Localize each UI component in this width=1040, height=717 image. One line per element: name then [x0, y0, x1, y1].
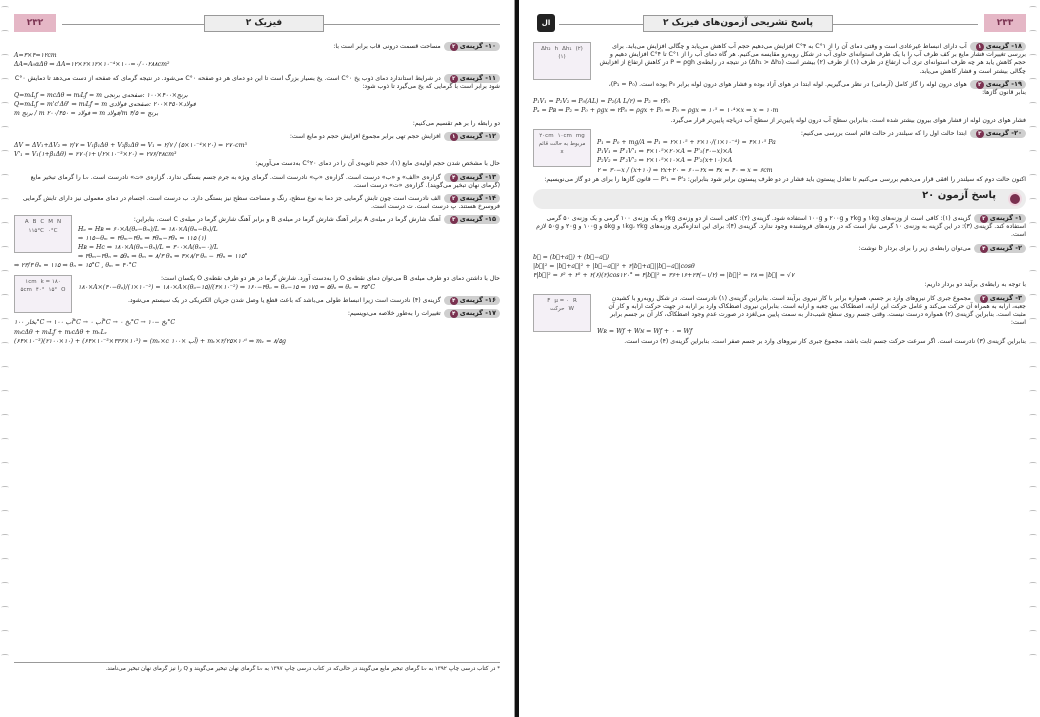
answer-text — [14, 173, 500, 190]
answer-text — [533, 129, 1026, 138]
equation: ۱۸۰×A×(۴۰−θₒ)/(۱×۱۰⁻²) = ۱۸۰×A×(θₒ−۱۵)/(۴×۱۰⁻²) ⇒ ۱۶۰−۴θₒ = θₒ−۱۵ ⇒ ۱۷۵ = ۵θₒ ⇒ θₒ = ۳۵°C — [78, 283, 376, 291]
figure-label: Δh₂ — [541, 46, 551, 52]
question-label: ۳- گزینه‌ی — [989, 293, 1022, 302]
question-tag — [974, 294, 1026, 303]
right-page — [519, 0, 1040, 717]
publisher-logo: ال — [537, 14, 555, 32]
explanation-tail: اکنون حالت دوم که سیلندر را افقی قرار می‌دهیم بررسی می‌کنیم تا تعادل پیستون باید فشار در دو طرف پیستون برابر شود بنابراین: P'₁ = P'₂ — قانون گازها را برای هر دو گاز می‌نویسیم: — [544, 175, 1026, 183]
figure-diagram — [533, 294, 591, 332]
page-number: ۲۳۲ — [14, 14, 56, 32]
section-circle-icon — [1008, 192, 1022, 206]
explanation-tail: دو رابطه را بر هم تقسیم می‌کنیم: — [412, 119, 500, 127]
answer-block — [14, 215, 500, 270]
answer-block — [533, 42, 1026, 76]
question-label: ۱۴- گزینه‌ی — [459, 194, 496, 203]
answer-block — [14, 296, 500, 305]
figure-label: مربوط به حالت قائم — [538, 141, 586, 148]
option-circle: ۲ — [450, 75, 458, 83]
equation: b⃗ = (b⃗+a⃗) + (b⃗−a⃗) — [533, 253, 610, 261]
figure-label: (۲) — [575, 46, 583, 52]
explanation-tail: حال با مشخص شدن حجم اولیه‌ی مایع (۱)، حجم ثانویه‌ی آن را در دمای ۲۰°C به‌دست می‌آوریم: — [255, 160, 500, 168]
explanation: هوای درون لوله را گاز کامل (آرمانی) در نظر می‌گیریم. لوله ابتدا در هوای آزاد بوده و فشار هوای درون لوله برابر P₀ بوده است. (P₁ = P₀)، بنابر قانون گازها: — [608, 80, 1026, 97]
figure-label: h — [554, 46, 559, 52]
explanation-tail: با توجه به رابطه‌ی برآیند دو بردار داریم: — [924, 281, 1026, 289]
answer-text — [533, 294, 1026, 328]
section-banner — [533, 189, 1026, 209]
equation: ΔA=A₀αΔθ ⇒ ΔA=۱۲×۲×۱۲×۱۰⁻⁴×۱۰۰=۰/۰۰۲۸۸cm² — [14, 61, 170, 69]
explanation: افزایش حجم تهی برابر مجموع افزایش حجم دو مایع است: — [289, 132, 441, 140]
option-circle: ۳ — [450, 216, 458, 224]
figure-label: (۱) — [558, 54, 566, 61]
option-circle: ۱ — [450, 133, 458, 141]
option-circle: ۲ — [980, 215, 988, 223]
equation: ۲ = ۳۰−x / (x+۱۰) ⇒ ۲x+۲۰ = ۶۰−۲x ⇒ ۴x = ۴۰ ⇒ x = ۶cm — [597, 166, 773, 174]
explanation: ابتدا حالت اول را که سیلندر در حالت قائم است بررسی می‌کنیم: — [800, 129, 967, 137]
equation: ⇒ ۲۳/۳ θₙ = ۱۱۵ ⇒ θₙ = ۱۵°C , θₘ = ۴۰°C — [14, 262, 137, 270]
explanation-tail: بنابراین گزینه‌ی (۳) نادرست است. اگر سرعت حرکت جسم ثابت باشد، مجموع جبری کار نیروهای وارد بر جسم صفر است. بنابراین گزینه‌ی (۴) درست است. — [624, 337, 1026, 345]
spiral-binding — [1, 6, 11, 711]
option-circle: ۱ — [976, 43, 984, 51]
explanation: گزاره‌ی «الف» و «ب» درست است. گزاره‌ی «پ» نادرست است. گرمای ویژه به جرم جسم بستگی ندارد. گزاره‌ی «ت» نادرست است. Lᵥ را گرمای تبخیر مایع (گرمای نهان تبخیر می‌گویند). گزاره‌ی «ت» درست است. — [30, 173, 500, 189]
question-label: ۲۰- گزینه‌ی — [985, 128, 1022, 137]
question-tag — [974, 244, 1026, 253]
question-label: ۱۸- گزینه‌ی — [985, 42, 1022, 50]
figure-label: ۵cm — [20, 286, 32, 293]
figure-label: W — [568, 305, 574, 312]
figure-label: ۴۰° — [35, 286, 45, 293]
figure-label: A — [24, 219, 29, 226]
answers-column — [533, 42, 1026, 711]
running-title: فیزیک ۲ — [204, 15, 324, 32]
option-circle: ۴ — [980, 245, 988, 253]
explanation: مجموع جبری کار نیروهای وارد بر جسم، همواره برابر با کار نیروی برآیند است. بنابراین گزینه‌ی (۱) نادرست است. در شکل روبه‌رو با کشیدن جعبه، ارابه به همراه آن حرکت می‌کند و عامل حرکت این ارابه، اصطکاک بین جعبه و ارابه است. بنابراین نیروی اصطکاک وارد بر ارابه در جهت حرکت ارابه و کار آن مثبت است. بنابراین گزینه‌ی (۲) همواره درست نیست. وقتی جسم روی سطح شیب‌دار به سمت پایین می‌لغزد در صورت عدم وجود اصطکاک، کار آن بر جسم برابر است: — [608, 294, 1026, 327]
left-page — [0, 0, 515, 717]
figure-label: ۰°C — [47, 227, 58, 234]
question-tag — [444, 194, 500, 203]
answer-block — [14, 275, 500, 292]
explanation: گزینه‌ی (۴) نادرست است زیرا انبساط طولی می‌باشد که باعث قطع یا وصل شدن جریان الکتریکی در یک سیستم می‌شود. — [127, 297, 441, 305]
figure-label: k = ۱۸۰ — [40, 278, 61, 285]
figure-label: M — [48, 219, 53, 226]
figure-diagram — [533, 129, 591, 167]
answer-block — [14, 132, 500, 169]
equation: Q=mᵢLƒ = m'c'Δθ' ⇒ mᵢLƒ = m فولاد×۴۵۰×۲۰۰ :صفحه‌ی فولادی — [14, 101, 196, 109]
option-circle: ۲ — [450, 43, 458, 51]
answer-text — [14, 275, 500, 283]
option-circle: ۴ — [450, 297, 458, 305]
figure-label: N — [57, 219, 62, 226]
option-circle: ۲ — [980, 295, 988, 303]
equation: ⇒ ۳θₘ−۳θₙ = ۵θₙ ⇒ θₘ = ۸/۳ θₙ ⇒ ۴×۸/۳ θₙ − ۳θₙ = ۱۱۵° — [78, 253, 248, 261]
figure-label: ۱cm — [25, 278, 37, 285]
equation: Q=mᵢLƒ = mcΔθ ⇒ mᵢLƒ = m برنج×۴۰۰×۱۰۰ :صفحه‌ی برنجی — [14, 92, 188, 100]
figure-label: ۱۰cm — [557, 132, 572, 139]
running-title: پاسخ تشریحی آزمون‌های فیزیک ۲ — [643, 15, 833, 32]
answer-text — [533, 42, 1026, 76]
equation: P₁V₁ = P₂V₂ ⇒ P₀(AL) = P₂(A L/۲) ⇒ P₂ = ۲P₀ — [533, 98, 670, 106]
option-circle: ۲ — [976, 81, 984, 89]
answer-block — [533, 214, 1026, 240]
option-circle: ۳ — [976, 130, 984, 138]
question-tag — [444, 173, 500, 182]
figure-diagram — [14, 215, 72, 253]
figure-label: Δh₁ — [562, 46, 572, 52]
equation: (۶۴×۱۰⁻³)(۲۱۰۰×۱۰) + (۶۴×۱۰⁻³×۳۳۶×۱۰³) = (mᵥ×c آب ×۱۰۰) + mᵥ×۲/۲۵×۱۰⁶ ⇒ mᵥ = ۸/۵g — [14, 337, 287, 345]
figure-label: ۲۰cm — [539, 132, 554, 139]
figure-diagram — [14, 275, 72, 313]
question-label: ۱- گزینه‌ی — [989, 214, 1022, 223]
equation: ۴|b⃗|² = ۶² + ۲² + ۲(۶)(۲)cos۱۲۰° ⇒ ۴|b⃗|² = ۳۶+۱۶+۲۴(−۱/۲) ⇒ |b⃗|² = ۲۸ ⇒ |b⃗| = √۷ — [533, 272, 795, 280]
equation: A=۳×۴=۱۲cm — [14, 52, 57, 60]
question-tag — [444, 215, 500, 224]
answer-block — [533, 294, 1026, 346]
explanation: حال با داشتن دمای دو طرف میله‌ی B می‌توان دمای نقطه‌ی O را به‌دست آورد. شارش گرما در هر دو طرف نقطه‌ی O یکسان است: — [160, 274, 500, 282]
explanation: آهنگ شارش گرما در میله‌ی A برابر آهنگ شارش گرما در میله‌ی B و برابر آهنگ شارش گرما در میله‌ی C است، بنابراین: — [133, 216, 441, 224]
figure-label: C — [40, 219, 45, 226]
answer-text — [533, 244, 1026, 253]
section-title: پاسخ آزمون ۲۰ — [922, 190, 996, 202]
question-label: ۲- گزینه‌ی — [989, 243, 1022, 252]
explanation: گزینه‌ی (۱): کافی است از وزنه‌های ۱kg و ۲kg و ۲۰۰g و ۱۰۰g استفاده شود. گزینه‌ی (۲): کافی است از دو وزنه‌ی ۲kg و یک وزنه‌ی ۱۰۰ گرمی و یک وزنه‌ی ۵۰ گرمی استفاده کند. گزینه‌ی (۳): در این گزینه به وزنه‌ی ۱۰ گرمی نیاز است که در وزنه‌های فروشنده وجود ندارد. گزینه‌ی (۴): برای این اندازه‌گیری وزنه‌های ۱kg، ۲kg و ۵kg و ۱۰۰g و ۲۰g و ۵۰g لازم است. — [536, 215, 1026, 239]
question-label: ۱۹- گزینه‌ی — [985, 79, 1022, 88]
answer-text — [14, 309, 500, 318]
answer-block — [14, 173, 500, 190]
option-circle: ۴ — [450, 310, 458, 318]
answer-block — [14, 309, 500, 346]
spiral-binding — [1029, 6, 1039, 711]
question-tag — [974, 214, 1026, 223]
explanation-tail: فشار هوای درون لوله از فشار هوای بیرون بیشتر شده است. بنابراین سطح آب درون لوله پایین‌تر از سطح آب دریاچه پایین‌تر قرار می‌گیرد. — [670, 116, 1026, 124]
equation: m برنج / m فولاد = ۲۰۰/۴۵۰ ⇒ m فولاد/m برنج = ۴/۵ — [14, 110, 159, 118]
question-label: ۱۶- گزینه‌ی — [459, 296, 496, 305]
page-header — [533, 12, 1026, 34]
answer-text — [14, 296, 500, 305]
question-tag — [444, 296, 500, 305]
equation: ⇒ ۱۱۵−θₘ = ۳θₘ−۳θₙ ⇒ ۴θₘ−۳θₙ = ۱۱۵ (۱) — [78, 234, 207, 242]
question-tag — [970, 80, 1026, 89]
answer-text — [14, 74, 500, 91]
option-circle: ۴ — [450, 174, 458, 182]
page-header — [14, 12, 500, 34]
equation: Hʙ = Hᴄ ⇒ ۱۸۰×A(θₘ−θₙ)/L = ۳۰۰×A(θₙ−۰)/L — [78, 244, 219, 252]
figure-label: R — [572, 297, 577, 304]
explanation: الف نادرست است چون تابش گرمایی جز دما به نوع سطح، رنگ و مساحت سطح نیز بستگی دارد. ب درست است. اجسام در دمای معمولی نیز دارای تابش گرمایی فروسرخ هستند. پ درست است. ت درست است. — [22, 195, 500, 211]
equation: |b⃗|² = |b⃗+a⃗|² + |b⃗−a⃗|² + ۲|b⃗+a⃗||b⃗−a⃗|cosθ — [533, 263, 695, 271]
figure-label: μ = ۰ — [554, 297, 569, 304]
answer-block — [14, 194, 500, 211]
question-tag — [444, 309, 500, 318]
explanation: می‌توان رابطه‌ی زیر را برای بردار b نوشت: — [858, 244, 971, 252]
explanation: آب دارای انبساط غیرعادی است و وقتی دمای آن را از ۱°C به ۴°C افزایش می‌دهیم حجم آب کاهش می‌یابد و چگالی افزایش می‌یابد. برای بررسی تغییرات فشار مایع بر کف ظرف آب را با یک ظرف استوانه‌ای حاوی آب در شکل روبه‌رو مقایسه می‌کنیم. هر گاه دمای آب را از ۱°C تا ۴°C افزایش دهیم و حجم کاهش یابد هر چه ظرف استوانه‌ای تری آب ارتفاع در ظرف (۱) از ظرف (۲) بیشتر است (Δh₁ > Δh₂) در نتیجه در رابطه‌ی P = ρgh در کاهش ارتفاع از افزایش چگالی بیشتر است و فشار کاهش می‌یابد. — [599, 43, 1026, 75]
question-tag — [444, 132, 500, 141]
figure-label: ۱۵° — [48, 286, 58, 293]
answer-text — [533, 214, 1026, 240]
answer-block — [533, 244, 1026, 290]
equation: Hₐ = Hʙ ⇒ ۶۰×A(θₐ−θₘ)/L = ۱۸۰×A(θₘ−θₙ)/L — [78, 225, 218, 233]
answer-block — [14, 42, 500, 70]
answer-text — [14, 194, 500, 211]
figure-label: O — [61, 286, 66, 293]
answer-text — [533, 80, 1026, 97]
page-number: ۲۳۳ — [984, 14, 1026, 32]
answer-block — [533, 80, 1026, 125]
question-label: ۱۰- گزینه‌ی — [459, 42, 496, 50]
answers-column — [14, 42, 500, 711]
equation: P₂V₂ = P'₂V'₂ ⇒ ۲×۱۰⁵×۱۰×A = P'₂(x+۱۰)×A — [597, 157, 733, 165]
equation: P₁ = P₀ + mg/A ⇒ P₁ = ۲×۱۰⁵ + ۲×۱۰/(۱×۱۰⁻⁴) = ۴×۱۰⁵ Pa — [597, 139, 776, 147]
equation: P₁V₁ = P'₁V'₁ ⇒ ۴×۱۰⁵×۲۰×A = P'₁(۳۰−x)×A — [597, 148, 733, 156]
answer-text — [14, 215, 500, 224]
question-label: ۱۵- گزینه‌ی — [459, 215, 496, 224]
question-label: ۱۷- گزینه‌ی — [459, 309, 496, 318]
question-label: ۱۱- گزینه‌ی — [459, 73, 496, 82]
explanation: تغییرات را به‌طور خلاصه می‌نویسیم: — [347, 310, 441, 318]
question-tag — [444, 74, 500, 83]
footnote: * در کتاب درسی چاپ ۱۳۹۲ به Lᵥ گرمای تبخیر مایع می‌گویند در حالی‌که در کتاب درسی چاپ ۱۳۹۷ به Lᵥ گرمای نهان تبخیر می‌گویند و Q را نیز گرمای نهان تبخیر می‌نامند. — [14, 662, 500, 674]
answer-block — [533, 129, 1026, 184]
figure-label: F — [547, 297, 551, 304]
equation: V'₁ = V₁(۱+β₁Δθ) = ۲۷۰(۱+۱/۲×۱۰⁻³×۲۰) = ۲۷۶/۴۸cm³ — [14, 151, 177, 159]
equation: بخار ۱۰۰°C → آب ۱۰۰°C → آب ۰°C → یخ ۰°C → یخ −۱۰°C — [14, 319, 176, 327]
figure-label: ۱۱۵°C — [28, 227, 44, 234]
figure-label: x — [560, 149, 564, 156]
figure-label: mg — [575, 132, 585, 139]
explanation: مساحت قسمت درونی قاب برابر است با: — [333, 43, 441, 50]
figure-label: حرکت — [550, 305, 565, 312]
question-tag — [970, 129, 1026, 138]
equation: Wʀ = Wƒ + Wɴ = Wƒ + ۰ = Wƒ — [597, 328, 693, 336]
option-circle: ۲ — [450, 195, 458, 203]
explanation: در شرایط استاندارد دمای ذوب یخ ۰°C است. یخ بسیار بزرگ است تا این دو دمای هر دو صفحه ۰°C می‌شود. در نتیجه گرمای که صفحه از دست می‌دهد تا دمایش ۰°C شود برابر است با گرمایی که یخ می‌گیرد تا ذوب شود: — [14, 74, 500, 90]
equation: ΔV = ΔV₁+ΔV₂ ⇒ ۲/۷ = V₁β₁Δθ + V₂β₂Δθ ⇒ V₁ = ۲/۷ / (۵×۱۰⁻⁴×۲۰) = ۲۷۰cm³ — [14, 142, 247, 150]
question-tag — [444, 42, 500, 51]
answer-text — [14, 132, 500, 141]
figure-diagram — [533, 42, 591, 80]
equation: Pₐ = Pʙ ⇒ P₂ = P₀ + ρgx ⇒ ۲P₀ = ρgx + P₀ ⇒ P₀ = ρgx ⇒ ۱۰⁵ = ۱۰⁴×x ⇒ x = ۱۰m — [533, 107, 779, 115]
answer-text — [14, 42, 500, 51]
question-label: ۱۳- گزینه‌ی — [459, 172, 496, 181]
figure-label: B — [32, 219, 37, 226]
answer-block — [14, 74, 500, 128]
question-tag — [970, 42, 1026, 51]
question-label: ۱۲- گزینه‌ی — [459, 131, 496, 140]
equation: mᵢcΔθ + mᵢLƒ + mᵢcΔθ + mᵥLᵥ — [14, 328, 107, 336]
